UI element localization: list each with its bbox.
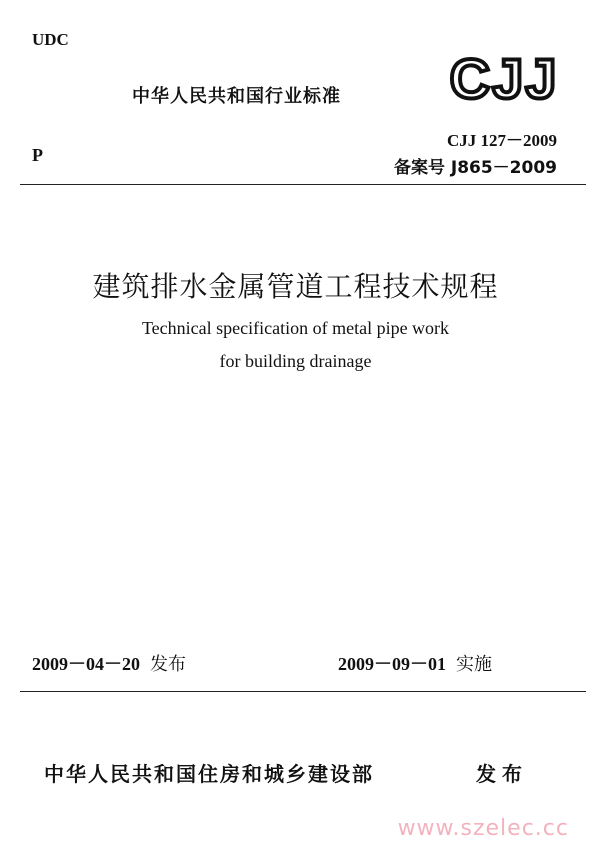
- issue-date-block: [32, 650, 186, 676]
- document-title-english-line1: Technical specification of metal pipe work: [141, 318, 450, 338]
- implement-date-block: [338, 650, 492, 676]
- watermark: www.szelec.cc: [397, 816, 569, 841]
- implement-date: 2009－09－01: [338, 654, 446, 674]
- classification-code: P: [32, 145, 43, 165]
- publish-label: 发布: [476, 762, 528, 786]
- document-title-chinese: 建筑排水金属管道工程技术规程: [92, 270, 499, 303]
- document-title-english-line2: for building drainage: [219, 351, 372, 371]
- top-divider: [20, 184, 586, 185]
- record-number: 备案号 J865－2009: [393, 158, 557, 178]
- bottom-divider: [20, 691, 586, 692]
- implement-label: 实施: [456, 654, 492, 675]
- issue-label: 发布: [150, 654, 186, 675]
- udc-label: UDC: [32, 30, 69, 49]
- cjj-logo-text: CJJ: [449, 48, 559, 106]
- standard-type: 中华人民共和国行业标准: [132, 86, 341, 107]
- standard-code: CJJ 127－2009: [446, 131, 557, 150]
- issue-date: 2009－04－20: [32, 654, 140, 674]
- publisher-name: 中华人民共和国住房和城乡建设部: [44, 762, 374, 786]
- cjj-logo: [448, 48, 560, 106]
